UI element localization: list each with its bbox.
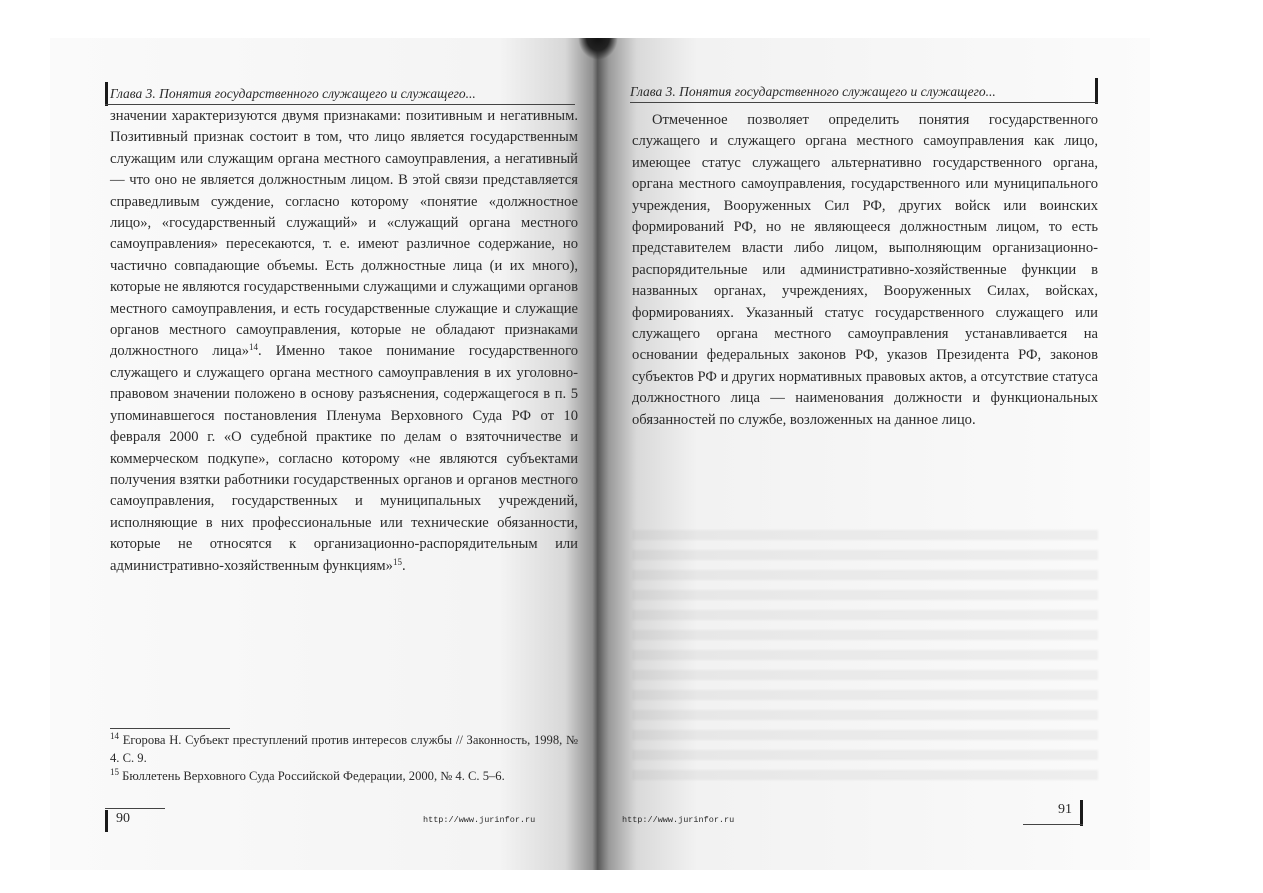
site-url: http://www.jurinfor.ru [423,815,536,825]
footnote-number: 14 [110,731,119,741]
right-page [598,38,1150,870]
folio-rule [105,808,165,809]
header-bar [105,82,108,106]
footnote-rule [110,728,230,729]
book-spread [50,38,1150,870]
header-rule [105,104,575,105]
show-through-shadow [632,530,1098,790]
folio-bar [1080,800,1083,826]
running-header: Глава 3. Понятия государственного служащего и служащего... [110,86,476,101]
paragraph-segment: . [401,557,406,574]
footnote-text: Егорова Н. Субъект преступлений против интересов службы // Законность, 1998, № 4. С. 9. [110,733,578,765]
footnote-text: Бюллетень Верховного Суда Российской Федерации, 2000, № 4. С. 5–6. [122,769,505,783]
footnote [110,767,578,785]
footnote-ref: 14 [249,342,258,353]
header-rule [630,102,1098,103]
body-paragraph [110,106,578,577]
folio-bar [105,810,108,832]
footnotes [110,731,578,785]
paragraph-segment: . Именно такое понимание государственного служащего и служащего органа местного самоуправления в их уголовно-правовом значении положено в основу разъяснения, содержащегося в п. 5 упоминавшегося постановления Пленума Верховного Суда РФ от 10 февраля 2000 г. «О судебной практике по делам о взяточничестве и коммерческом подкупе», согласно которому «не являются субъектами получения взятки работники государственных органов и органов местного самоуправления, государственных и муниципальных учреждений, исполняющие в них профессиональные или технические обязанности, которые не относятся к организационно-распорядительным или административно-хозяйственным функциям» [110,343,578,574]
footnote [110,731,578,767]
site-url: http://www.jurinfor.ru [622,815,735,825]
header-bar [1095,78,1098,104]
page-number: 91 [1058,802,1072,817]
footnote-number: 15 [110,767,119,777]
running-header: Глава 3. Понятия государственного служащего и служащего... [630,84,996,99]
folio-rule [1023,824,1083,825]
footnote-ref: 15 [392,556,402,567]
binding-shadow [578,38,618,60]
page-number: 90 [116,811,130,826]
left-page [50,38,598,870]
body-paragraph: Отмеченное позволяет определить понятия государственного служащего и служащего органа местного самоуправления как лицо, имеющее статус служащего альтернативно государственного органа, органа местного самоуправления, государственного или муниципального учреждения, Вооруженных Сил РФ, других войск или воинских формирований РФ, но не являющееся должностным лицом, то есть представителем власти либо лицом, выполняющим организационно-распорядительные или административно-хозяйственные функции в названных органах, учреждениях, Вооруженных Силах, войсках, формированиях. Указанный статус государственного служащего или служащего органа местного самоуправления устанавливается на основании федеральных законов РФ, указов Президента РФ, законов субъектов РФ и других нормативных правовых актов, а отсутствие статуса должностного лица — наименования должности и функциональных обязанностей по службе, возложенных на данное лицо. [632,112,1098,428]
paragraph-segment: значении характеризуются двумя признаками: позитивным и негативным. Позитивный признак состоит в том, что лицо является государственным служащим или служащим органа местного самоуправления, а негативный — что оно не является должностным лицом. В этой связи представляется справедливым суждение, согласно которому «понятие «должностное лицо», «государственный служащий» и «служащий органа местного самоуправления» пересекаются, т. е. имеют различное содержание, но частично совпадающие объемы. Есть должностные лица (и их много), которые не являются государственными служащими и служащими органов местного самоуправления, и есть государственные служащие и служащие органов местного самоуправления, которые не обладают признаками должностного лица» [110,108,578,360]
